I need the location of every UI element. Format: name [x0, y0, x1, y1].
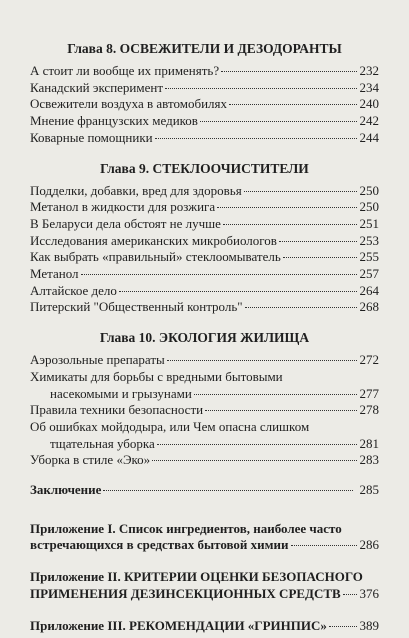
dot-leader	[155, 138, 357, 139]
entry-label: Как выбрать «правильный» стеклоомыватель	[30, 249, 281, 265]
toc-entry-appendix-1[interactable]	[30, 521, 379, 554]
toc-entry[interactable]	[30, 266, 379, 283]
dot-leader	[157, 444, 357, 445]
chapter-9	[30, 160, 379, 317]
chapter-title: Глава 9. СТЕКЛООЧИСТИТЕЛИ	[100, 160, 309, 176]
dot-leader	[221, 71, 357, 72]
dot-leader	[279, 241, 357, 242]
entry-page: 264	[359, 282, 379, 298]
chapter-8	[30, 40, 379, 147]
toc-entry[interactable]	[30, 283, 379, 300]
toc-entry-appendix-2[interactable]	[30, 569, 379, 602]
entry-page: 283	[359, 452, 379, 468]
dot-leader	[329, 626, 357, 627]
entry-label: Освежители воздуха в автомобилях	[30, 96, 227, 112]
toc-entry[interactable]	[30, 80, 379, 97]
entry-page: 268	[359, 299, 379, 315]
entry-label: Заключение	[30, 482, 102, 498]
toc-entry[interactable]	[30, 96, 379, 113]
toc-entry[interactable]	[30, 233, 379, 250]
entry-page: 240	[359, 96, 379, 112]
entry-page: 250	[359, 182, 379, 198]
chapter-title: Глава 8. ОСВЕЖИТЕЛИ И ДЕЗОДОРАНТЫ	[67, 41, 342, 56]
toc-entry[interactable]	[30, 369, 379, 402]
dot-leader	[229, 104, 357, 105]
entry-label-line2: ПРИМЕНЕНИЯ ДЕЗИНСЕКЦИОННЫХ СРЕДСТВ	[30, 585, 341, 601]
toc-entry[interactable]	[30, 199, 379, 216]
toc-entry[interactable]	[30, 402, 379, 419]
dot-leader	[223, 224, 357, 225]
entry-label: Коварные помощники	[30, 129, 153, 145]
entry-label-line2: тщательная уборка	[50, 435, 155, 451]
toc-entry[interactable]	[30, 249, 379, 266]
entry-label-line1: Приложение I. Список ингредиентов, наиболее часто	[30, 520, 342, 536]
entry-page: 255	[359, 249, 379, 265]
dot-leader	[119, 291, 357, 292]
toc-entry[interactable]	[30, 183, 379, 200]
dot-leader	[194, 394, 357, 395]
entry-label-line1: Приложение II. КРИТЕРИИ ОЦЕНКИ БЕЗОПАСНОГО	[30, 569, 363, 585]
dot-leader	[291, 545, 358, 546]
entry-label: Мнение французских медиков	[30, 113, 198, 129]
toc-entry-appendix-3[interactable]	[30, 618, 379, 635]
entry-page: 250	[359, 199, 379, 215]
entry-page: 285	[359, 482, 379, 498]
toc-entry[interactable]	[30, 216, 379, 233]
dot-leader	[245, 307, 357, 308]
entry-label: А стоит ли вообще их применять?	[30, 63, 220, 78]
dot-leader	[343, 594, 357, 595]
entry-label: В Беларуси дела обстоят не лучше	[30, 215, 221, 231]
entry-label-line2: встречающихся в средствах бытовой химии	[30, 537, 289, 553]
entry-page: 234	[359, 79, 379, 95]
dot-leader	[205, 410, 357, 411]
chapter-title: Глава 10. ЭКОЛОГИЯ ЖИЛИЩА	[99, 330, 310, 346]
entry-page: 253	[359, 232, 379, 248]
entry-label: Метанол	[30, 266, 79, 282]
dot-leader	[81, 274, 357, 275]
entry-label: Метанол в жидкости для розжига	[30, 199, 216, 215]
entry-label-line2: насекомыми и грызунами	[50, 385, 192, 401]
entry-page: 277	[359, 385, 379, 401]
dot-leader	[152, 460, 357, 461]
entry-page: 281	[359, 435, 379, 451]
entry-page: 232	[359, 63, 379, 78]
entry-label: Алтайское дело	[30, 282, 117, 298]
entry-label: Исследования американских микробиологов	[30, 232, 277, 248]
dot-leader	[283, 257, 357, 258]
entry-label-line1: Химикаты для борьбы с вредными бытовыми	[30, 368, 283, 384]
entry-label: Аэрозольные препараты	[30, 352, 165, 368]
toc-entry-conclusion[interactable]	[30, 482, 379, 499]
entry-page: 244	[359, 129, 379, 145]
entry-label-line1: Об ошибках мойдодыра, или Чем опасна слишком	[30, 418, 310, 434]
toc-entry[interactable]	[30, 352, 379, 369]
dot-leader	[165, 88, 357, 89]
entry-page: 286	[359, 537, 379, 553]
toc-entry[interactable]	[30, 299, 379, 316]
dot-leader	[103, 490, 353, 491]
toc-entry[interactable]	[30, 130, 379, 147]
toc-entry[interactable]	[30, 452, 379, 469]
entry-page: 251	[359, 215, 379, 231]
entry-page: 257	[359, 266, 379, 282]
entry-label: Подделки, добавки, вред для здоровья	[30, 182, 242, 198]
entry-page: 272	[359, 352, 379, 368]
chapter-10	[30, 329, 379, 469]
entry-label: Канадский эксперимент	[30, 79, 164, 95]
dot-leader	[244, 191, 357, 192]
dot-leader	[167, 360, 357, 361]
dot-leader	[200, 121, 357, 122]
toc-entry[interactable]	[30, 113, 379, 130]
entry-label: Приложение III. РЕКОМЕНДАЦИИ «ГРИНПИС»	[30, 617, 327, 633]
dot-leader	[217, 207, 357, 208]
entry-page: 278	[359, 402, 379, 418]
toc-entry[interactable]	[30, 419, 379, 452]
entry-label: Уборка в стиле «Эко»	[30, 452, 151, 468]
entry-page: 389	[359, 617, 379, 633]
toc-entry[interactable]	[30, 63, 379, 80]
entry-label: Правила техники безопасности	[30, 402, 204, 418]
entry-page: 242	[359, 113, 379, 129]
entry-label: Питерский "Общественный контроль"	[30, 299, 243, 315]
entry-page: 376	[359, 585, 379, 601]
